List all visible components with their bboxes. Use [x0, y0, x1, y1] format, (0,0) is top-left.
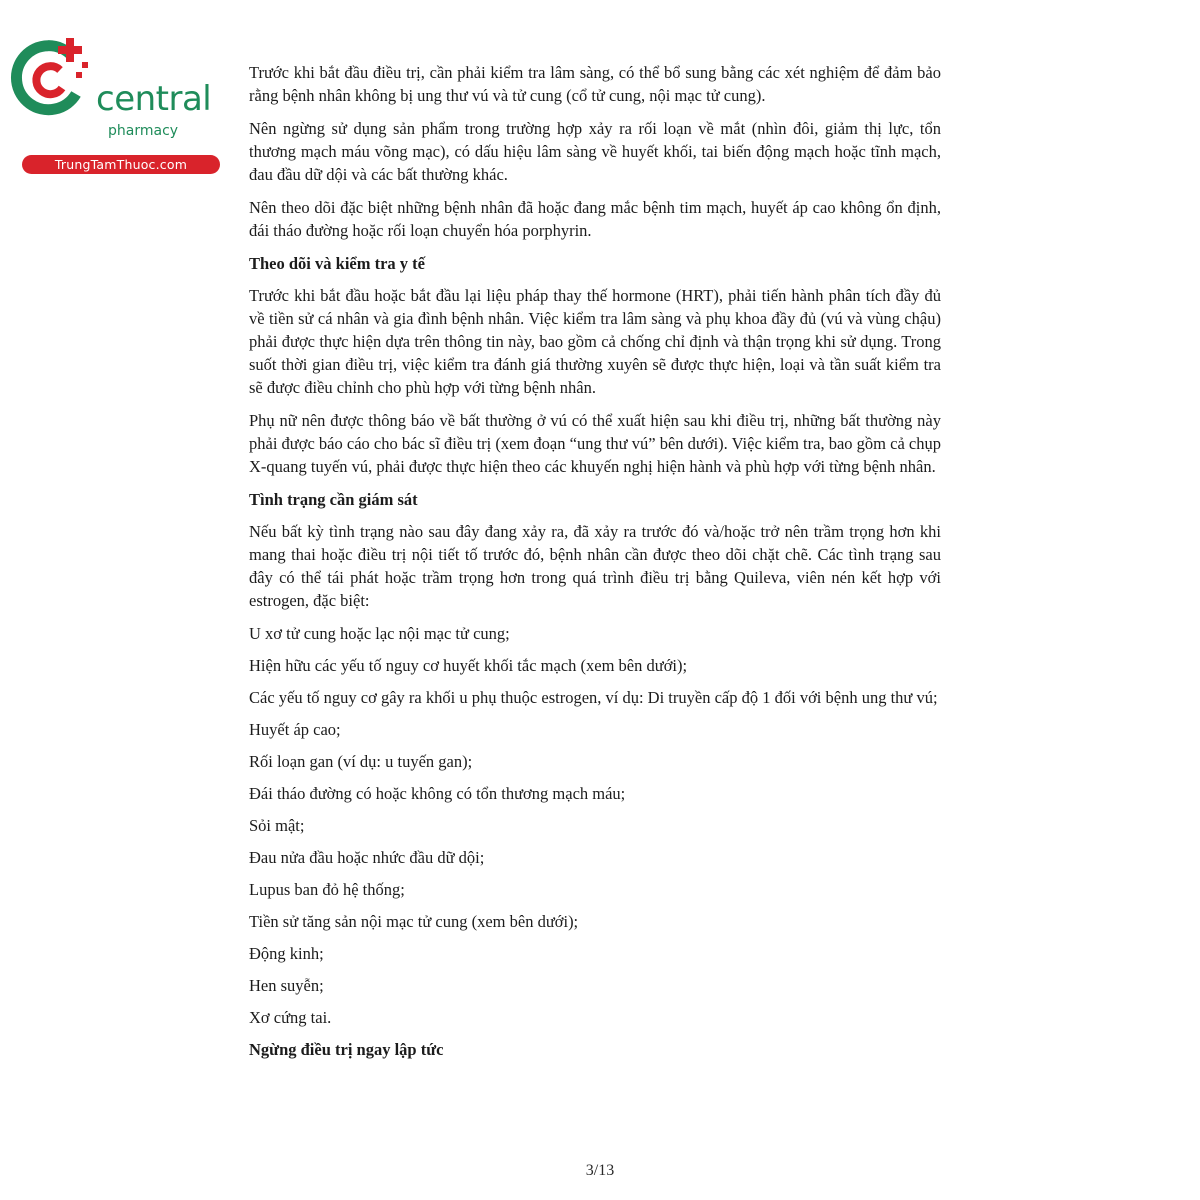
list-item: Huyết áp cao;: [249, 720, 341, 739]
logo-emblem-icon: [10, 38, 100, 118]
paragraph-1: Trước khi bắt đầu điều trị, cần phải kiểm tra lâm sàng, có thể bổ sung bằng các xét nghiệm để đảm bảo rằng bệnh nhân không bị ung thư vú và tử cung (cổ tử cung, nội mạc tử cung).: [249, 63, 941, 105]
list-item: Các yếu tố nguy cơ gây ra khối u phụ thuộc estrogen, ví dụ: Di truyền cấp độ 1 đối với bệnh ung thư vú;: [249, 688, 938, 707]
paragraph-4: Trước khi bắt đầu hoặc bắt đầu lại liệu pháp thay thế hormone (HRT), phải tiến hành phân tích đầy đủ về tiền sử cá nhân và gia đình bệnh nhân. Việc kiểm tra lâm sàng và phụ khoa đầy đủ (vú và vùng chậu) phải được thực hiện dựa trên thông tin này, bao gồm cả chống chỉ định và thận trọng khi sử dụng. Trong suốt thời gian điều trị, việc kiểm tra đánh giá thường xuyên sẽ được thực hiện, loại và tần suất kiểm tra sẽ được điều chỉnh cho phù hợp với từng bệnh nhân.: [249, 286, 941, 397]
paragraph-3: Nên theo dõi đặc biệt những bệnh nhân đã hoặc đang mắc bệnh tim mạch, huyết áp cao không ổn định, đái tháo đường hoặc rối loạn chuyển hóa porphyrin.: [249, 198, 941, 240]
logo-banner-text: TrungTamThuoc.com: [22, 155, 220, 174]
list-item: Rối loạn gan (ví dụ: u tuyến gan);: [249, 752, 473, 771]
list-item: Lupus ban đỏ hệ thống;: [249, 880, 405, 899]
heading-monitoring: Theo dõi và kiểm tra y tế: [249, 254, 425, 273]
list-item: Đau nửa đầu hoặc nhức đầu dữ dội;: [249, 848, 485, 867]
logo-sub-text: pharmacy: [108, 123, 179, 139]
list-item: U xơ tử cung hoặc lạc nội mạc tử cung;: [249, 624, 510, 643]
list-item: Hen suyễn;: [249, 976, 324, 995]
list-item: Sỏi mật;: [249, 816, 305, 835]
heading-stop-treatment: Ngừng điều trị ngay lập tức: [249, 1040, 444, 1059]
paragraph-6: Nếu bất kỳ tình trạng nào sau đây đang xảy ra, đã xảy ra trước đó và/hoặc trở nên trầm trọng hơn khi mang thai hoặc điều trị nội tiết tố trước đó, bệnh nhân cần được theo dõi chặt chẽ. Các tình trạng sau đây có thể tái phát hoặc trầm trọng hơn trong quá trình điều trị bằng Quileva, viên nén kết hợp với estrogen, đặc biệt:: [249, 522, 941, 610]
document-body: [249, 61, 941, 1070]
logo-brand-text: central: [96, 79, 212, 119]
list-item: Hiện hữu các yếu tố nguy cơ huyết khối tắc mạch (xem bên dưới);: [249, 656, 688, 675]
list-item: Động kinh;: [249, 944, 324, 963]
central-pharmacy-logo: [10, 38, 215, 172]
list-item: Xơ cứng tai.: [249, 1008, 332, 1027]
list-item: Tiền sử tăng sản nội mạc tử cung (xem bên dưới);: [249, 912, 579, 931]
heading-conditions: Tình trạng cần giám sát: [249, 490, 418, 509]
paragraph-5: Phụ nữ nên được thông báo về bất thường ở vú có thể xuất hiện sau khi điều trị, những bất thường này phải được báo cáo cho bác sĩ điều trị (xem đoạn “ung thư vú” bên dưới). Việc kiểm tra, bao gồm cả chụp X-quang tuyến vú, phải được thực hiện theo các khuyến nghị hiện hành và phù hợp với từng bệnh nhân.: [249, 411, 941, 476]
page-number: 3/13: [585, 1162, 615, 1179]
paragraph-2: Nên ngừng sử dụng sản phẩm trong trường hợp xảy ra rối loạn về mắt (nhìn đôi, giảm thị lực, tổn thương mạch máu võng mạc), có dấu hiệu lâm sàng về huyết khối, tai biến động mạch hoặc tĩnh mạch, đau đầu dữ dội và các bất thường khác.: [249, 119, 941, 184]
list-item: Đái tháo đường có hoặc không có tổn thương mạch máu;: [249, 784, 626, 803]
